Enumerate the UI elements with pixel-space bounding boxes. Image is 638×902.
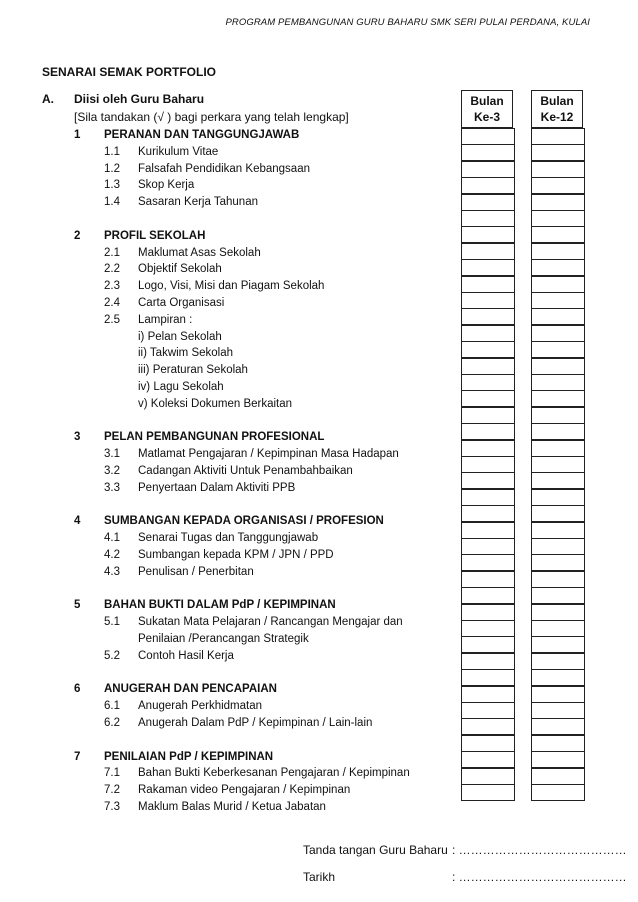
checkbox-cell[interactable] (531, 292, 585, 309)
item-text: Anugerah Dalam PdP / Kepimpinan / Lain-lain (138, 717, 373, 729)
checkbox-cell[interactable] (461, 472, 515, 489)
checkbox-cell[interactable] (461, 423, 515, 440)
item-number: 3.3 (104, 481, 120, 494)
item-number: 3.1 (104, 448, 120, 461)
item-number: 4.1 (104, 532, 120, 545)
checkbox-cell[interactable] (531, 341, 585, 358)
checkbox-cell[interactable] (461, 489, 515, 506)
checkbox-cell[interactable] (461, 259, 515, 276)
column-header-month-12 (531, 90, 583, 128)
section-number: 7 (74, 750, 81, 763)
checkbox-cell[interactable] (461, 276, 515, 293)
checkbox-cell[interactable] (461, 784, 515, 801)
checkbox-cell[interactable] (531, 472, 585, 489)
section-title: Diisi oleh Guru Baharu (74, 92, 205, 106)
checkbox-cell[interactable] (531, 226, 585, 243)
checkbox-cell[interactable] (531, 210, 585, 227)
checkbox-cell[interactable] (461, 374, 515, 391)
checkbox-cell[interactable] (531, 489, 585, 506)
checkbox-cell[interactable] (461, 636, 515, 653)
checkbox-cell[interactable] (531, 177, 585, 194)
checkbox-cell[interactable] (461, 751, 515, 768)
section-number: 2 (74, 229, 81, 242)
item-number: 2.5 (104, 313, 120, 326)
item-number: 4.2 (104, 549, 120, 561)
checkbox-cell[interactable] (461, 243, 515, 260)
item-number: 1.2 (104, 162, 120, 175)
item-text: Bahan Bukti Keberkesanan Pengajaran / Kepimpinan (138, 767, 410, 780)
item-number: 1.4 (104, 196, 120, 209)
checkbox-cell[interactable] (461, 587, 515, 604)
checkbox-cell[interactable] (461, 194, 515, 211)
item-text: ii) Takwim Sekolah (138, 347, 234, 360)
section-heading: PERANAN DAN TANGGUNGJAWAB (104, 129, 300, 141)
checkbox-cell[interactable] (531, 702, 585, 719)
item-text: Falsafah Pendidikan Kebangsaan (138, 162, 310, 175)
item-text: Senarai Tugas dan Tanggungjawab (138, 532, 319, 545)
checkbox-cell[interactable] (531, 735, 585, 752)
item-text: Penilaian /Perancangan Strategik (138, 633, 309, 645)
checkbox-cell[interactable] (461, 653, 515, 670)
checkbox-cell[interactable] (531, 144, 585, 161)
section-number: 6 (74, 683, 81, 696)
checkbox-cell[interactable] (531, 194, 585, 211)
checkbox-cell[interactable] (461, 571, 515, 588)
item-text: v) Koleksi Dokumen Berkaitan (138, 397, 293, 410)
checkbox-cell[interactable] (531, 669, 585, 686)
page-title: SENARAI SEMAK PORTFOLIO (42, 65, 217, 79)
checkbox-cell[interactable] (461, 292, 515, 309)
checkbox-cell[interactable] (531, 522, 585, 539)
item-text: Rakaman video Pengajaran / Kepimpinan (138, 784, 351, 797)
checkbox-cell[interactable] (461, 620, 515, 637)
checkbox-cell[interactable] (531, 423, 585, 440)
section-number: 5 (74, 599, 81, 612)
item-text: Maklumat Asas Sekolah (138, 246, 261, 259)
section-heading: PENILAIAN PdP / KEPIMPINAN (104, 750, 274, 763)
date-label: Tarikh (303, 870, 336, 884)
checkbox-cell[interactable] (531, 161, 585, 178)
item-text: Penyertaan Dalam Aktiviti PPB (138, 481, 296, 494)
item-text: Sasaran Kerja Tahunan (138, 196, 258, 209)
checkbox-cell[interactable] (531, 243, 585, 260)
item-text: iv) Lagu Sekolah (138, 381, 224, 393)
item-number: 7.3 (104, 801, 120, 813)
section-heading: PELAN PEMBANGUNAN PROFESIONAL (104, 431, 325, 444)
checkbox-cell[interactable] (461, 341, 515, 358)
checkbox-cell[interactable] (461, 325, 515, 342)
checkbox-cell[interactable] (461, 308, 515, 325)
column-header-line2: Ke-3 (473, 110, 500, 124)
checkbox-cell[interactable] (531, 718, 585, 735)
checkbox-cell[interactable] (461, 456, 515, 473)
item-number: 4.3 (104, 565, 120, 578)
item-number: 2.3 (104, 280, 120, 293)
column-header-month-3 (461, 90, 513, 128)
checkbox-cell[interactable] (461, 177, 515, 194)
checkbox-cell[interactable] (461, 358, 515, 375)
checkbox-cell[interactable] (531, 653, 585, 670)
item-number: 2.2 (104, 263, 120, 276)
checkbox-cell[interactable] (461, 210, 515, 227)
page-header: PROGRAM PEMBANGUNAN GURU BAHARU SMK SERI PULAI PERDANA, KULAI (225, 17, 590, 28)
checkbox-cell[interactable] (531, 308, 585, 325)
item-text: i) Pelan Sekolah (138, 330, 222, 343)
section-number: 4 (74, 515, 81, 528)
checkbox-cell[interactable] (461, 718, 515, 735)
signature-line[interactable]: : …………………………………… (452, 843, 627, 857)
item-text: Matlamat Pengajaran / Kepimpinan Masa Hadapan (138, 448, 399, 461)
checkbox-cell[interactable] (461, 686, 515, 703)
item-number: 1.1 (104, 145, 120, 158)
checkbox-cell[interactable] (531, 407, 585, 424)
checkbox-cell[interactable] (531, 505, 585, 522)
item-text: Penulisan / Penerbitan (138, 565, 254, 578)
item-text: Sukatan Mata Pelajaran / Rancangan Mengajar dan (138, 616, 403, 629)
column-header-line1: Bulan (470, 94, 504, 108)
checkbox-cell[interactable] (461, 440, 515, 457)
item-text: Logo, Visi, Misi dan Piagam Sekolah (138, 280, 325, 293)
column-header-line1: Bulan (540, 94, 574, 108)
date-line[interactable]: : …………………………………… (452, 870, 627, 884)
checkbox-cell[interactable] (531, 538, 585, 555)
checkbox-cell[interactable] (531, 390, 585, 407)
checkbox-cell[interactable] (461, 554, 515, 571)
checkbox-cell[interactable] (531, 751, 585, 768)
item-number: 3.2 (104, 465, 120, 477)
checkbox-cell[interactable] (461, 538, 515, 555)
section-heading: BAHAN BUKTI DALAM PdP / KEPIMPINAN (104, 599, 336, 612)
checkbox-cell[interactable] (461, 161, 515, 178)
checkbox-cell[interactable] (531, 620, 585, 637)
item-number: 7.1 (104, 767, 120, 780)
checkbox-cell[interactable] (461, 505, 515, 522)
checkbox-cell[interactable] (461, 522, 515, 539)
section-heading: PROFIL SEKOLAH (104, 229, 206, 242)
item-text: Objektif Sekolah (138, 263, 222, 276)
item-number: 6.2 (104, 717, 120, 729)
item-number: 2.4 (104, 297, 120, 309)
checkbox-cell[interactable] (461, 390, 515, 407)
signature-label: Tanda tangan Guru Baharu (303, 843, 448, 857)
checkbox-cell[interactable] (531, 784, 585, 801)
item-number: 2.1 (104, 246, 120, 259)
item-text: iii) Peraturan Sekolah (138, 364, 248, 377)
item-number: 7.2 (104, 784, 120, 797)
checkbox-cell[interactable] (461, 768, 515, 785)
section-number: 1 (74, 129, 81, 141)
item-number: 6.1 (104, 700, 120, 713)
item-number: 1.3 (104, 179, 120, 192)
item-text: Lampiran : (138, 313, 193, 326)
item-text: Cadangan Aktiviti Untuk Penambahbaikan (138, 465, 353, 477)
section-number: 3 (74, 431, 81, 444)
section-instruction: [Sila tandakan (√ ) bagi perkara yang telah lengkap] (74, 110, 349, 124)
checkbox-cell[interactable] (461, 669, 515, 686)
item-number: 5.2 (104, 649, 120, 662)
item-text: Maklum Balas Murid / Ketua Jabatan (138, 801, 326, 813)
item-text: Carta Organisasi (138, 297, 225, 309)
checkbox-cell[interactable] (531, 456, 585, 473)
checkbox-cell[interactable] (461, 702, 515, 719)
checkbox-cell[interactable] (531, 554, 585, 571)
checkbox-cell[interactable] (461, 226, 515, 243)
item-text: Sumbangan kepada KPM / JPN / PPD (138, 549, 334, 561)
checkbox-cell[interactable] (531, 374, 585, 391)
item-text: Anugerah Perkhidmatan (138, 700, 263, 713)
item-text: Contoh Hasil Kerja (138, 649, 234, 662)
checkbox-cell[interactable] (531, 276, 585, 293)
section-letter: A. (42, 92, 54, 106)
checkbox-cell[interactable] (461, 144, 515, 161)
checkbox-cell[interactable] (531, 587, 585, 604)
checkbox-cell[interactable] (531, 259, 585, 276)
item-text: Kurikulum Vitae (138, 145, 219, 158)
item-number: 5.1 (104, 616, 120, 629)
item-text: Skop Kerja (138, 179, 195, 192)
section-heading: ANUGERAH DAN PENCAPAIAN (104, 683, 277, 696)
checkbox-cell[interactable] (531, 571, 585, 588)
checkbox-cell[interactable] (461, 604, 515, 621)
column-header-line2: Ke-12 (540, 110, 574, 124)
checkbox-cell[interactable] (531, 440, 585, 457)
checkbox-cell[interactable] (531, 604, 585, 621)
section-heading: SUMBANGAN KEPADA ORGANISASI / PROFESION (104, 515, 384, 528)
checkbox-cell[interactable] (531, 768, 585, 785)
checkbox-cell[interactable] (531, 636, 585, 653)
checkbox-cell[interactable] (531, 325, 585, 342)
checkbox-cell[interactable] (461, 735, 515, 752)
checkbox-cell[interactable] (531, 128, 585, 145)
checkbox-cell[interactable] (461, 407, 515, 424)
checkbox-cell[interactable] (531, 686, 585, 703)
checkbox-cell[interactable] (531, 358, 585, 375)
checkbox-cell[interactable] (461, 128, 515, 145)
